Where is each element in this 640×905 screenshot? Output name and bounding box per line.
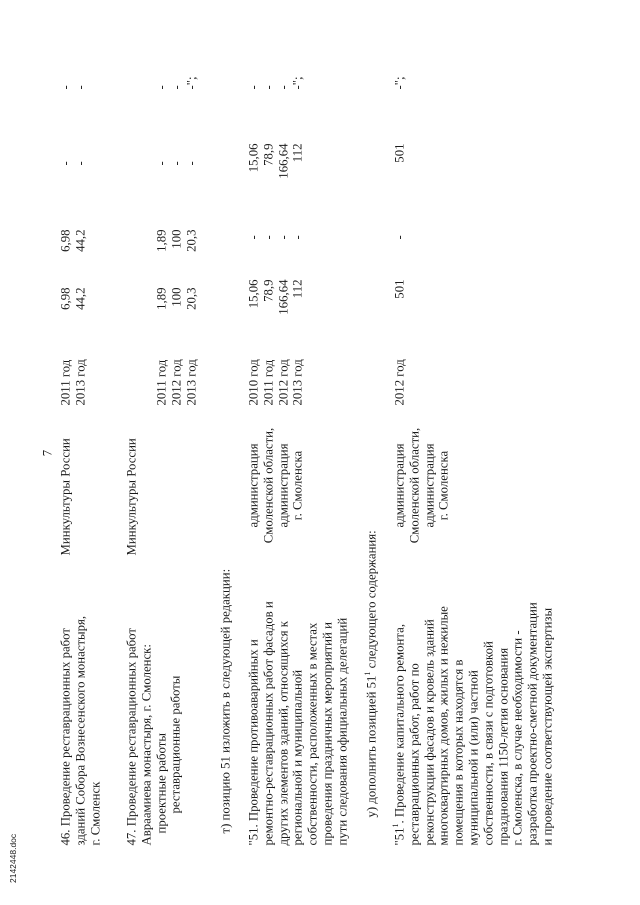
- row-51-1-name-line: муниципальной и (или) частной: [465, 669, 480, 845]
- row-46-year: 2013 год: [72, 358, 87, 405]
- row-47-total-value: 1,89: [154, 287, 168, 310]
- row-51-fed: [246, 235, 305, 239]
- row-51-1-name-line: реставрационных работ, работ по: [406, 662, 421, 845]
- row-51-name-line: "51. Проведение противоаварийных и: [246, 638, 260, 845]
- row-46-name: [58, 615, 102, 845]
- row-47-executor-line: Минкультуры России: [124, 437, 138, 555]
- row-46-reg-value: -: [58, 160, 72, 165]
- row-47-fed-value: 100: [168, 229, 183, 249]
- row-51-1-name-sup: 1: [390, 822, 400, 827]
- row-47-name-line: 47. Проведение реставрационных работ: [124, 627, 138, 845]
- row-51-1-reg-value: 501: [392, 143, 406, 163]
- row-47-reg-value: -: [183, 160, 198, 165]
- row-46-reg-value: -: [72, 160, 87, 165]
- row-47-total: [154, 287, 198, 327]
- row-51-1-name-first-line: [392, 602, 407, 845]
- row-46-other-value: -: [58, 84, 72, 89]
- row-46-executor: [58, 438, 73, 555]
- row-51-1-total: [392, 279, 407, 327]
- row-51-executor-line: администрация: [275, 443, 290, 527]
- row-51-1-executor-line: администрация: [421, 443, 436, 527]
- row-46-name-line: г. Смоленск: [87, 781, 102, 845]
- row-51-reg-value: 112: [290, 143, 305, 162]
- footer-filename: 2142448.doc: [8, 833, 18, 883]
- row-51-1-name-line: и проведение соответствующей экспертизы: [539, 607, 554, 845]
- row-47-reg-value: -: [154, 160, 168, 165]
- row-46-other: [58, 85, 88, 89]
- row-51-year: 2012 год: [275, 358, 290, 405]
- row-51-1-name-first: . Проведение капитального ремонта,: [392, 623, 406, 823]
- row-51-other: [246, 76, 305, 89]
- row-51-fed-value: -: [260, 234, 275, 239]
- row-46-total-value: 6,98: [58, 287, 72, 310]
- row-51-year: 2011 год: [260, 359, 275, 405]
- row-51-1-fed: [392, 235, 407, 239]
- instruction-u-text: [364, 530, 379, 817]
- row-51-fed-value: -: [290, 234, 305, 239]
- row-51-name-line: других элементов зданий, относящихся к: [275, 620, 290, 845]
- row-51-fed-value: -: [246, 234, 260, 239]
- row-51-1-executor-line: Смоленской области,: [406, 427, 421, 543]
- row-51-name-line: собственности, расположенных в местах: [305, 622, 320, 845]
- row-51-1-executor-line: администрация: [392, 443, 406, 527]
- row-51-fed-value: -: [275, 234, 290, 239]
- row-47-year: 2012 год: [168, 358, 183, 405]
- instruction-u-prefix: у) дополнить позицией 51: [364, 675, 378, 817]
- instruction-u-suffix: следующего содержания:: [364, 529, 378, 672]
- row-51-reg-value: 166,64: [275, 143, 290, 179]
- row-47-years: [154, 359, 198, 405]
- row-51-1-total-value: 501: [392, 279, 406, 299]
- instruction-t-text: т) позицию 51 изложить в следующей редакции:: [218, 568, 232, 833]
- row-51-total-value: 15,06: [246, 279, 260, 308]
- row-51-1-name-line: реконструкции фасадов и кровель зданий: [421, 618, 436, 845]
- row-51-1-other-value: -";: [392, 75, 406, 89]
- row-47-executor: [124, 438, 139, 555]
- row-47-other-value: -: [154, 84, 168, 89]
- row-51-1-name-line: многоквартирных домов, жилых и нежилые: [436, 605, 451, 845]
- row-51-1-other: [392, 76, 407, 89]
- row-47-year: 2011 год: [154, 359, 168, 405]
- row-51-1-name-line: празднования 1150-летия основания: [495, 647, 510, 845]
- row-47-subitem: реставрационные работы: [168, 675, 183, 813]
- row-51-name-line: проведения праздничных мероприятий и: [319, 621, 334, 845]
- row-47-subitem: проектные работы: [153, 732, 168, 833]
- row-46-reg: [58, 161, 88, 165]
- row-46-name-line: 46. Проведение реставрационных работ: [58, 627, 72, 845]
- row-51-1-executor-line: г. Смоленска: [436, 450, 451, 520]
- row-47-other: [154, 76, 198, 89]
- row-47-name-line: Авраамиева монастыря, г. Смоленск:: [138, 643, 153, 845]
- row-51-executor-line: г. Смоленска: [290, 450, 305, 520]
- row-51-1-name: [392, 602, 555, 845]
- row-51-year: 2013 год: [290, 358, 305, 405]
- row-51-1-name-line: помещения в которых находятся в: [451, 659, 466, 845]
- instruction-u-sup: 1: [362, 671, 372, 676]
- row-51-other-value: -: [246, 84, 260, 89]
- row-51-reg-value: 15,06: [246, 143, 260, 172]
- row-47-year: 2013 год: [183, 358, 198, 405]
- row-46-fed: [58, 229, 88, 263]
- row-47-fed-value: 20,3: [183, 229, 198, 252]
- row-51-1-years: [392, 359, 407, 405]
- row-51-years: [246, 359, 305, 405]
- row-47-fed-value: 1,89: [154, 229, 168, 252]
- row-51-1-name-prefix: "51: [392, 826, 406, 845]
- row-47-reg-value: -: [168, 160, 183, 165]
- row-47-total-value: 100: [168, 287, 183, 307]
- row-51-reg: [246, 143, 305, 191]
- row-46-executor-line: Минкультуры России: [58, 437, 72, 555]
- row-51-1-year: 2012 год: [392, 358, 406, 405]
- row-51-other-value: -";: [290, 75, 305, 89]
- row-51-total-value: 166,64: [275, 279, 290, 315]
- row-51-1-reg: [392, 143, 407, 191]
- row-51-1-name-line: г. Смоленска, в случае необходимости -: [510, 629, 525, 845]
- row-51-name-line: пути следования официальных делегаций: [334, 617, 349, 845]
- row-46-total: [58, 287, 88, 327]
- row-47-name: [124, 627, 183, 845]
- row-51-executor-line: администрация: [246, 443, 260, 527]
- row-51-1-fed-value: -: [392, 234, 406, 239]
- row-46-fed-value: 44,2: [72, 229, 87, 252]
- row-51-executor: [246, 420, 305, 550]
- row-51-name: [246, 601, 350, 845]
- row-51-other-value: -: [275, 84, 290, 89]
- page-number: 7: [40, 449, 54, 456]
- row-47-other-value: -";: [183, 75, 198, 89]
- row-46-total-value: 44,2: [72, 287, 87, 310]
- row-51-other-value: -: [260, 84, 275, 89]
- row-51-year: 2010 год: [246, 358, 260, 405]
- row-46-other-value: -: [72, 84, 87, 89]
- row-46-name-line: зданий Собора Вознесенского монастыря,: [72, 615, 87, 845]
- row-47-reg: [154, 161, 198, 165]
- row-51-1-executor: [392, 420, 451, 550]
- row-46-year: 2011 год: [58, 359, 72, 405]
- row-47-total-value: 20,3: [183, 287, 198, 310]
- row-51-1-name-line: разработка проектно-сметной документации: [525, 601, 540, 845]
- row-51-total-value: 78,9: [260, 279, 275, 302]
- row-51-executor-line: Смоленской области,: [260, 427, 275, 543]
- row-51-1-name-line: собственности, в связи с подготовкой: [480, 640, 495, 845]
- row-51-name-line: ремонтно-реставрационных работ фасадов и: [260, 600, 275, 845]
- row-46-fed-value: 6,98: [58, 229, 72, 252]
- row-51-name-line: региональной и муниципальной: [290, 669, 305, 845]
- row-47-fed: [154, 229, 198, 263]
- row-51-reg-value: 78,9: [260, 143, 275, 166]
- row-46-years: [58, 359, 88, 405]
- row-51-total-value: 112: [290, 279, 305, 298]
- row-51-total: [246, 279, 305, 327]
- row-47-other-value: -: [168, 84, 183, 89]
